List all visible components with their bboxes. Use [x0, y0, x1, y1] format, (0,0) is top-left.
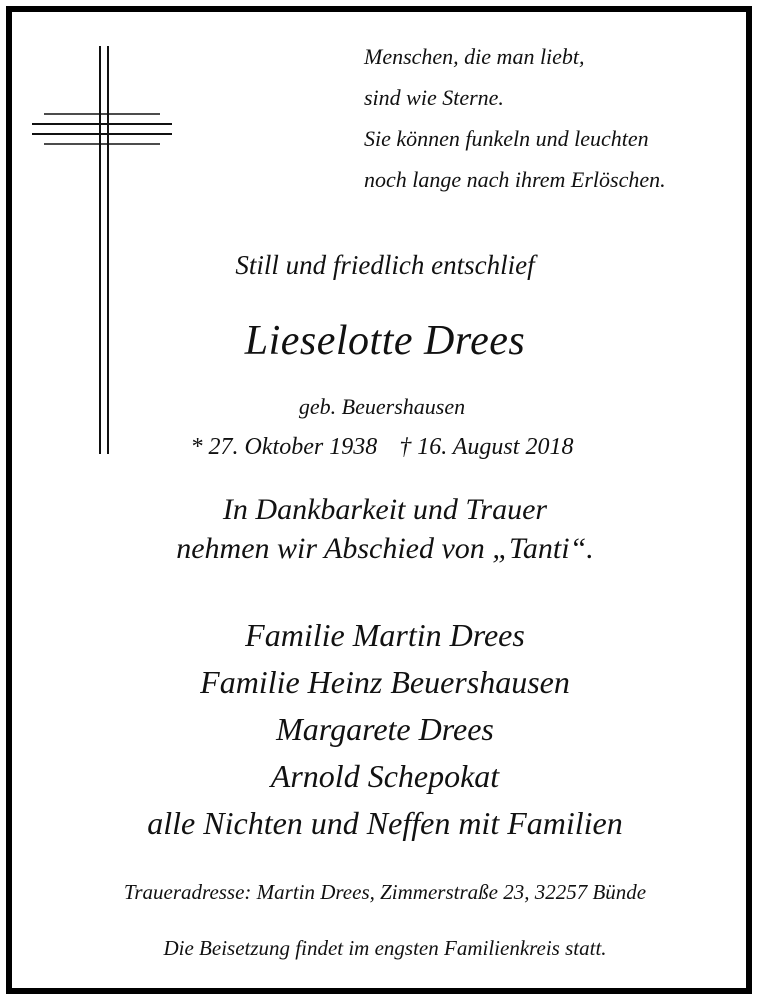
mourner-item: Familie Heinz Beuershausen — [200, 664, 570, 700]
poem-line: noch lange nach ihrem Erlöschen. — [364, 167, 666, 192]
mourners-list — [12, 612, 758, 847]
deceased-name: Lieselotte Drees — [244, 318, 526, 364]
mourning-address: Traueradresse: Martin Drees, Zimmerstraße 23, 32257 Bünde — [123, 880, 647, 904]
poem — [364, 36, 744, 200]
mourner-item: Arnold Schepokat — [270, 758, 500, 794]
poem-line: sind wie Sterne. — [364, 85, 504, 110]
intro-text: Still und friedlich entschlief — [235, 250, 535, 280]
farewell-line: In Dankbarkeit und Trauer — [222, 493, 548, 526]
mourner-item: Familie Martin Drees — [245, 617, 525, 653]
burial-note: Die Beisetzung findet im engsten Familienkreis statt. — [163, 936, 607, 960]
farewell-line: nehmen wir Abschied von „Tanti“. — [176, 532, 594, 565]
poem-line: Menschen, die man liebt, — [364, 44, 585, 69]
farewell-text — [12, 490, 758, 568]
life-dates — [12, 434, 752, 461]
mourner-item: alle Nichten und Neffen mit Familien — [147, 805, 623, 841]
obituary-frame — [6, 6, 752, 994]
maiden-name: geb. Beuershausen — [298, 394, 466, 419]
poem-line: Sie können funkeln und leuchten — [364, 126, 649, 151]
birth-date: * 27. Oktober 1938 — [190, 434, 378, 460]
mourner-item: Margarete Drees — [276, 711, 494, 747]
death-date: † 16. August 2018 — [399, 434, 574, 460]
